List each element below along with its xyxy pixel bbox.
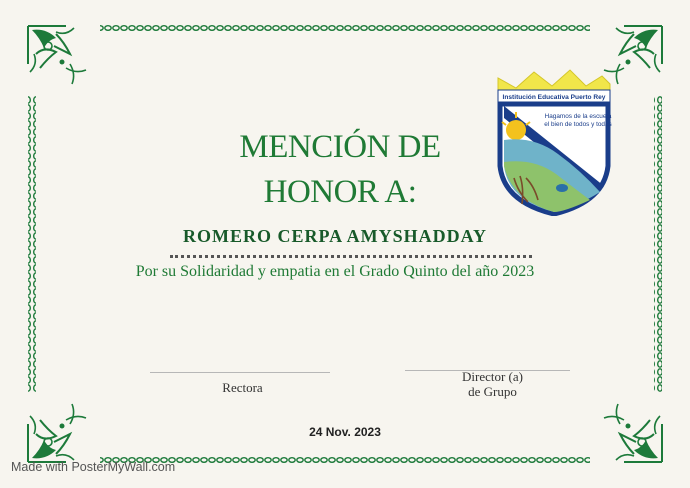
signature-label-director-line1: Director (a): [462, 369, 523, 384]
certificate-title-line1: MENCIÓN DE: [239, 129, 441, 165]
postermywall-watermark[interactable]: Made with PosterMyWall.com: [11, 460, 176, 474]
logo-motto-line2: el bien de todos y todas: [544, 121, 612, 128]
certificate-date: 24 Nov. 2023: [309, 425, 381, 439]
logo-banner-text: Institución Educativa Puerto Rey: [502, 94, 606, 101]
signature-label-director: [420, 369, 565, 399]
logo-motto-line1: Hagamos de la escuela: [544, 113, 612, 120]
recipient-name: ROMERO CERPA AMYSHADDAY: [182, 226, 487, 246]
dotted-divider: [170, 255, 532, 258]
signature-label-director-line2: de Grupo: [468, 384, 517, 399]
signature-line-left: [150, 372, 330, 373]
school-crest-logo: [494, 66, 614, 216]
signature-label-rectora: Rectora: [222, 380, 263, 395]
award-reason: Por su Solidaridad y empatia en el Grado Quinto del año 2023: [135, 263, 535, 280]
certificate-title-line2: HONOR A:: [263, 174, 417, 210]
